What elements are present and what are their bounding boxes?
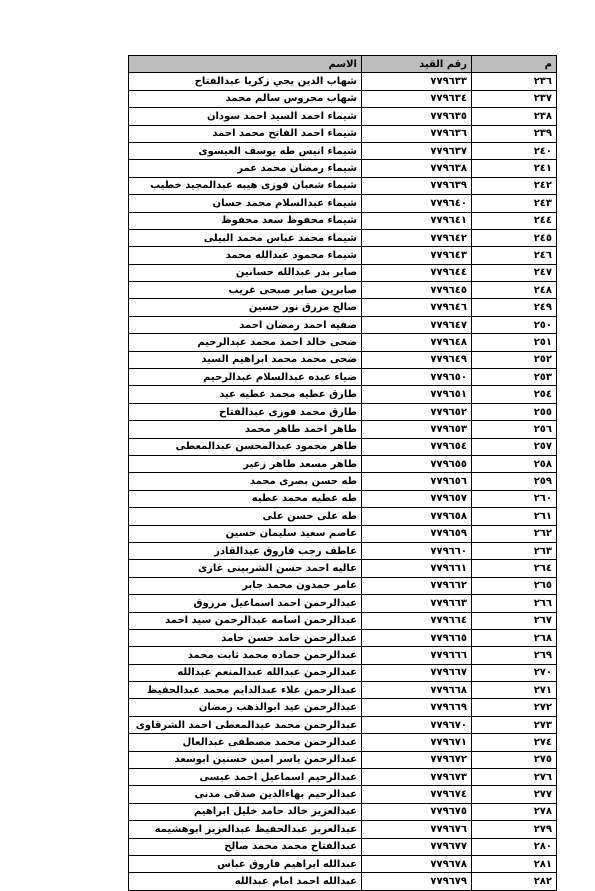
table-row bbox=[129, 473, 557, 490]
student-name: طاهر احمد طاهر محمد bbox=[129, 421, 362, 438]
row-number: ٢٣٨ bbox=[472, 108, 557, 125]
table-row bbox=[129, 316, 557, 333]
table-row bbox=[129, 734, 557, 751]
registration-number: ٧٧٩٦٣٤ bbox=[362, 90, 472, 107]
registration-number: ٧٧٩٦٧٥ bbox=[362, 803, 472, 820]
row-number: ٢٦٣ bbox=[472, 542, 557, 559]
registration-number: ٧٧٩٦٥١ bbox=[362, 386, 472, 403]
table-row bbox=[129, 699, 557, 716]
table-row bbox=[129, 369, 557, 386]
row-number: ٢٦١ bbox=[472, 508, 557, 525]
student-name: ضحى خالد احمد محمد عبدالرحيم bbox=[129, 334, 362, 351]
table-row bbox=[129, 177, 557, 194]
row-number: ٢٣٦ bbox=[472, 73, 557, 90]
student-name: طاهر مسعد طاهر زعير bbox=[129, 455, 362, 472]
registration-number: ٧٧٩٦٤٤ bbox=[362, 264, 472, 281]
table-row bbox=[129, 108, 557, 125]
registration-number: ٧٧٩٦٣٧ bbox=[362, 142, 472, 159]
registration-number: ٧٧٩٦٥٤ bbox=[362, 438, 472, 455]
row-number: ٢٧٩ bbox=[472, 821, 557, 838]
row-number: ٢٨٠ bbox=[472, 838, 557, 855]
row-number: ٢٤٨ bbox=[472, 282, 557, 299]
student-name: صابرين صابر صبحى غريب bbox=[129, 282, 362, 299]
student-name: طاهر محمود عبدالمحسن عبدالمعطى bbox=[129, 438, 362, 455]
registration-number: ٧٧٩٦٥٨ bbox=[362, 508, 472, 525]
student-name: عبدالرحمن محمد عبدالمعطى احمد الشرقاوى bbox=[129, 716, 362, 733]
table-row bbox=[129, 438, 557, 455]
table-row bbox=[129, 282, 557, 299]
student-name: ضحى محمد محمد ابراهيم السيد bbox=[129, 351, 362, 368]
student-name: شيماء محمود عبدالله محمد bbox=[129, 247, 362, 264]
registration-number: ٧٧٩٦٥٢ bbox=[362, 403, 472, 420]
student-name: طارق محمد فوزى عبدالفتاح bbox=[129, 403, 362, 420]
row-number: ٢٥٢ bbox=[472, 351, 557, 368]
registration-number: ٧٧٩٦٥٣ bbox=[362, 421, 472, 438]
student-name: طه على حسن على bbox=[129, 508, 362, 525]
registration-number: ٧٧٩٦٦٩ bbox=[362, 699, 472, 716]
row-number: ٢٧٧ bbox=[472, 786, 557, 803]
student-name: عبدالرحمن ياسر امين حسنين ابوسعد bbox=[129, 751, 362, 768]
student-name: شهاب محروس سالم محمد bbox=[129, 90, 362, 107]
table-row bbox=[129, 212, 557, 229]
registration-number: ٧٧٩٦٦٥ bbox=[362, 629, 472, 646]
registration-number: ٧٧٩٦٦١ bbox=[362, 560, 472, 577]
row-number: ٢٤٣ bbox=[472, 195, 557, 212]
table-row bbox=[129, 508, 557, 525]
registration-number: ٧٧٩٦٦٦ bbox=[362, 647, 472, 664]
roster-table bbox=[128, 55, 557, 891]
row-number: ٢٧٣ bbox=[472, 716, 557, 733]
table-row bbox=[129, 629, 557, 646]
table-row bbox=[129, 821, 557, 838]
registration-number: ٧٧٩٦٧٢ bbox=[362, 751, 472, 768]
row-number: ٢٥١ bbox=[472, 334, 557, 351]
header-row bbox=[129, 56, 557, 73]
row-number: ٢٦٦ bbox=[472, 595, 557, 612]
table-row bbox=[129, 577, 557, 594]
registration-number: ٧٧٩٦٣٣ bbox=[362, 73, 472, 90]
registration-number: ٧٧٩٦٤٣ bbox=[362, 247, 472, 264]
row-number: ٢٥٨ bbox=[472, 455, 557, 472]
table-row bbox=[129, 142, 557, 159]
table-row bbox=[129, 247, 557, 264]
row-number: ٢٣٩ bbox=[472, 125, 557, 142]
row-number: ٢٧٠ bbox=[472, 664, 557, 681]
row-number: ٢٥٥ bbox=[472, 403, 557, 420]
row-number: ٢٤٦ bbox=[472, 247, 557, 264]
row-number: ٢٨٢ bbox=[472, 873, 557, 890]
student-name: طه عطيه محمد عطيه bbox=[129, 490, 362, 507]
table-row bbox=[129, 490, 557, 507]
table-row bbox=[129, 195, 557, 212]
header-name: الاسم bbox=[129, 56, 362, 73]
row-number: ٢٦٢ bbox=[472, 525, 557, 542]
registration-number: ٧٧٩٦٤٦ bbox=[362, 299, 472, 316]
registration-number: ٧٧٩٦٦٤ bbox=[362, 612, 472, 629]
student-name: عبدالرحمن احمد اسماعيل مرزوق bbox=[129, 595, 362, 612]
student-name: عبدالفتاح محمد محمد صالح bbox=[129, 838, 362, 855]
registration-number: ٧٧٩٦٧٧ bbox=[362, 838, 472, 855]
student-name: طارق عطيه محمد عطيه عيد bbox=[129, 386, 362, 403]
table-row bbox=[129, 334, 557, 351]
table-row bbox=[129, 751, 557, 768]
student-name: عبدالرحيم اسماعيل احمد عيسى bbox=[129, 769, 362, 786]
registration-number: ٧٧٩٦٦٠ bbox=[362, 542, 472, 559]
table-row bbox=[129, 299, 557, 316]
row-number: ٢٤٧ bbox=[472, 264, 557, 281]
student-name: عبدالرحيم بهاءالدين صدقى مدنى bbox=[129, 786, 362, 803]
registration-number: ٧٧٩٦٥٧ bbox=[362, 490, 472, 507]
student-name: عبدالرحمن اسامه عبدالرحمن سيد احمد bbox=[129, 612, 362, 629]
registration-number: ٧٧٩٦٥٥ bbox=[362, 455, 472, 472]
registration-number: ٧٧٩٦٧٦ bbox=[362, 821, 472, 838]
roster-sheet bbox=[128, 55, 556, 891]
student-name: عامر حمدون محمد جابر bbox=[129, 577, 362, 594]
student-name: ضياء عبده عبدالسلام عبدالرحيم bbox=[129, 369, 362, 386]
registration-number: ٧٧٩٦٦٣ bbox=[362, 595, 472, 612]
registration-number: ٧٧٩٦٧٠ bbox=[362, 716, 472, 733]
student-name: شيماء محمد عباس محمد البيلى bbox=[129, 229, 362, 246]
student-name: عبدالله احمد امام عبدالله bbox=[129, 873, 362, 890]
registration-number: ٧٧٩٦٤٢ bbox=[362, 229, 472, 246]
row-number: ٢٥٤ bbox=[472, 386, 557, 403]
row-number: ٢٧٤ bbox=[472, 734, 557, 751]
student-name: شيماء شعبان فوزى هيبه عبدالمجيد خطيب bbox=[129, 177, 362, 194]
student-name: صالح مرزق نور حسين bbox=[129, 299, 362, 316]
row-number: ٢٧٦ bbox=[472, 769, 557, 786]
table-row bbox=[129, 125, 557, 142]
table-row bbox=[129, 455, 557, 472]
row-number: ٢٧٨ bbox=[472, 803, 557, 820]
row-number: ٢٦٩ bbox=[472, 647, 557, 664]
registration-number: ٧٧٩٦٣٨ bbox=[362, 160, 472, 177]
registration-number: ٧٧٩٦٧٨ bbox=[362, 855, 472, 872]
table-row bbox=[129, 560, 557, 577]
student-name: عاصم سعيد سليمان حسين bbox=[129, 525, 362, 542]
registration-number: ٧٧٩٦٦٨ bbox=[362, 682, 472, 699]
row-number: ٢٥٠ bbox=[472, 316, 557, 333]
student-name: طه حسن بصرى محمد bbox=[129, 473, 362, 490]
student-name: عبدالرحمن حامد حسن حامد bbox=[129, 629, 362, 646]
table-row bbox=[129, 595, 557, 612]
row-number: ٢٥٧ bbox=[472, 438, 557, 455]
registration-number: ٧٧٩٦٤٨ bbox=[362, 334, 472, 351]
student-name: عبدالله ابراهيم فاروق عباس bbox=[129, 855, 362, 872]
student-name: صابر بدر عبدالله حسانين bbox=[129, 264, 362, 281]
row-number: ٢٦٨ bbox=[472, 629, 557, 646]
student-name: عبدالعزيز عبدالحفيظ عبدالعزيز ابوهشيمه bbox=[129, 821, 362, 838]
table-row bbox=[129, 73, 557, 90]
roster-body bbox=[129, 73, 557, 890]
student-name: شيماء انيس طه يوسف العيسوى bbox=[129, 142, 362, 159]
row-number: ٢٦٧ bbox=[472, 612, 557, 629]
table-row bbox=[129, 786, 557, 803]
table-row bbox=[129, 716, 557, 733]
table-row bbox=[129, 873, 557, 890]
registration-number: ٧٧٩٦٤٧ bbox=[362, 316, 472, 333]
registration-number: ٧٧٩٦٥٠ bbox=[362, 369, 472, 386]
student-name: صفيه احمد رمضان احمد bbox=[129, 316, 362, 333]
row-number: ٢٣٧ bbox=[472, 90, 557, 107]
registration-number: ٧٧٩٦٧٣ bbox=[362, 769, 472, 786]
table-row bbox=[129, 351, 557, 368]
header-num: م bbox=[472, 56, 557, 73]
registration-number: ٧٧٩٦٧١ bbox=[362, 734, 472, 751]
table-row bbox=[129, 160, 557, 177]
row-number: ٢٦٤ bbox=[472, 560, 557, 577]
table-row bbox=[129, 647, 557, 664]
table-row bbox=[129, 264, 557, 281]
registration-number: ٧٧٩٦٤٥ bbox=[362, 282, 472, 299]
row-number: ٢٤٥ bbox=[472, 229, 557, 246]
registration-number: ٧٧٩٦٣٥ bbox=[362, 108, 472, 125]
row-number: ٢٥٦ bbox=[472, 421, 557, 438]
row-number: ٢٤٠ bbox=[472, 142, 557, 159]
student-name: شهاب الدين يحي زكريا عبدالفتاح bbox=[129, 73, 362, 90]
row-number: ٢٧٢ bbox=[472, 699, 557, 716]
table-row bbox=[129, 664, 557, 681]
student-name: عاطف رجب فاروق عبدالقادر bbox=[129, 542, 362, 559]
student-name: عاليه احمد حسن الشربينى غازى bbox=[129, 560, 362, 577]
row-number: ٢٦٠ bbox=[472, 490, 557, 507]
student-name: شيماء احمد الفاتح محمد احمد bbox=[129, 125, 362, 142]
student-name: عبدالرحمن محمد مصطفى عبدالعال bbox=[129, 734, 362, 751]
header-id: رقم القيد bbox=[362, 56, 472, 73]
student-name: شيماء عبدالسلام محمد حسان bbox=[129, 195, 362, 212]
table-row bbox=[129, 229, 557, 246]
table-row bbox=[129, 90, 557, 107]
registration-number: ٧٧٩٦٤١ bbox=[362, 212, 472, 229]
row-number: ٢٤١ bbox=[472, 160, 557, 177]
table-row bbox=[129, 855, 557, 872]
table-row bbox=[129, 403, 557, 420]
student-name: شيماء رمضان محمد عمر bbox=[129, 160, 362, 177]
registration-number: ٧٧٩٦٣٦ bbox=[362, 125, 472, 142]
registration-number: ٧٧٩٦٦٢ bbox=[362, 577, 472, 594]
row-number: ٢٤٤ bbox=[472, 212, 557, 229]
table-row bbox=[129, 803, 557, 820]
registration-number: ٧٧٩٦٦٧ bbox=[362, 664, 472, 681]
table-row bbox=[129, 542, 557, 559]
student-name: عبدالرحمن عيد ابوالذهب رمضان bbox=[129, 699, 362, 716]
row-number: ٢٨١ bbox=[472, 855, 557, 872]
row-number: ٢٦٥ bbox=[472, 577, 557, 594]
table-row bbox=[129, 386, 557, 403]
registration-number: ٧٧٩٦٣٩ bbox=[362, 177, 472, 194]
table-row bbox=[129, 421, 557, 438]
row-number: ٢٤٩ bbox=[472, 299, 557, 316]
table-row bbox=[129, 525, 557, 542]
row-number: ٢٧٥ bbox=[472, 751, 557, 768]
row-number: ٢٥٣ bbox=[472, 369, 557, 386]
registration-number: ٧٧٩٦٤٩ bbox=[362, 351, 472, 368]
student-name: عبدالعزيز خالد حامد خليل ابراهيم bbox=[129, 803, 362, 820]
student-name: شيماء احمد السيد احمد سودان bbox=[129, 108, 362, 125]
table-row bbox=[129, 682, 557, 699]
table-row bbox=[129, 769, 557, 786]
registration-number: ٧٧٩٦٧٤ bbox=[362, 786, 472, 803]
student-name: عبدالرحمن علاء عبدالدايم محمد عبدالحفيظ bbox=[129, 682, 362, 699]
student-name: عبدالرحمن حماده محمد ثابت محمد bbox=[129, 647, 362, 664]
row-number: ٢٤٢ bbox=[472, 177, 557, 194]
row-number: ٢٧١ bbox=[472, 682, 557, 699]
row-number: ٢٥٩ bbox=[472, 473, 557, 490]
registration-number: ٧٧٩٦٥٦ bbox=[362, 473, 472, 490]
registration-number: ٧٧٩٦٥٩ bbox=[362, 525, 472, 542]
registration-number: ٧٧٩٦٤٠ bbox=[362, 195, 472, 212]
table-row bbox=[129, 612, 557, 629]
student-name: شيماء محفوظ سعد محفوظ bbox=[129, 212, 362, 229]
student-name: عبدالرحمن عبدالله عبدالمنعم عبدالله bbox=[129, 664, 362, 681]
registration-number: ٧٧٩٦٧٩ bbox=[362, 873, 472, 890]
